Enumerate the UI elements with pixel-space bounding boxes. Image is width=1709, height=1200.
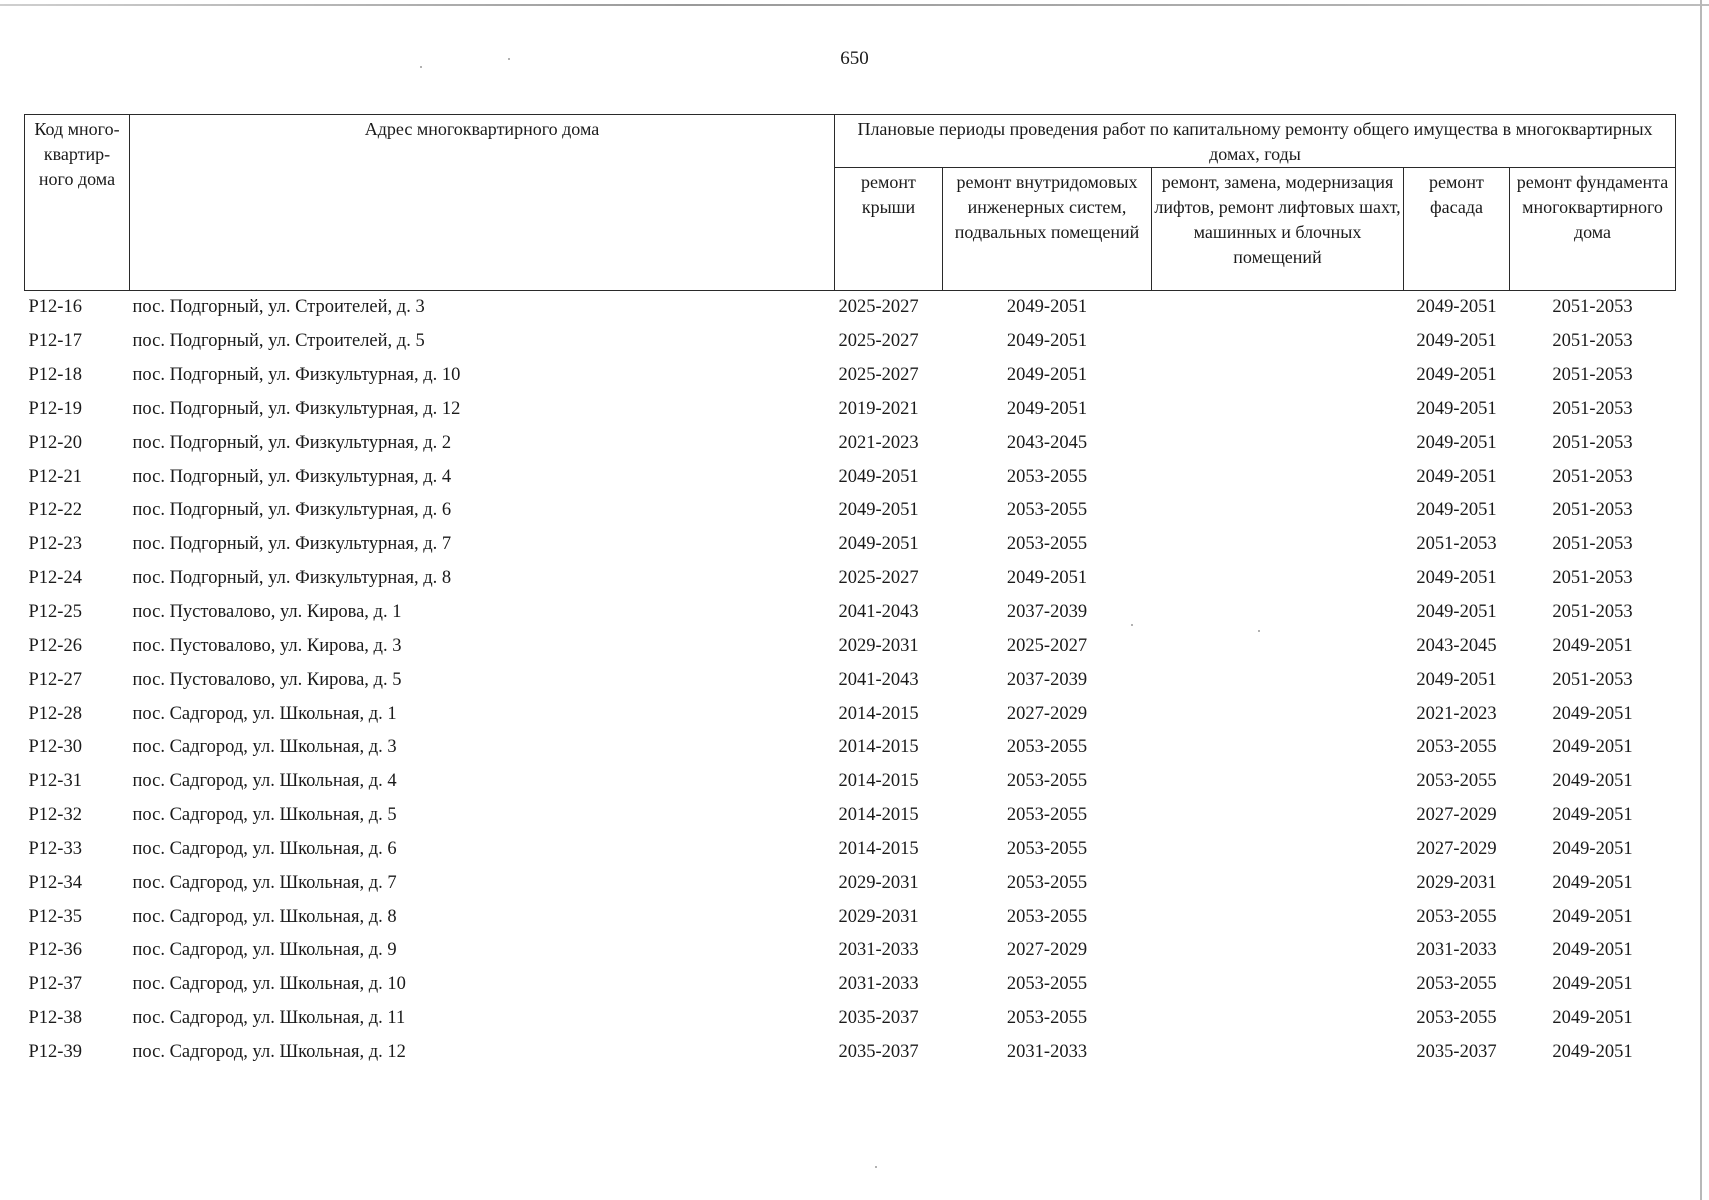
table-row — [25, 460, 1676, 494]
cell-facade: 2051-2053 — [1416, 534, 1497, 555]
cell-foundation: 2051-2053 — [1552, 432, 1633, 453]
cell-facade: 2035-2037 — [1416, 1041, 1497, 1062]
cell-roof: 2025-2027 — [838, 365, 919, 386]
cell-code: P12-25 — [28, 602, 82, 623]
cell-facade: 2029-2031 — [1416, 872, 1497, 893]
cell-facade: 2049-2051 — [1416, 500, 1497, 521]
cell-roof: 2019-2021 — [838, 398, 919, 419]
cell-address: пос. Садгород, ул. Школьная, д. 9 — [132, 940, 397, 961]
cell-facade: 2049-2051 — [1416, 365, 1497, 386]
table-row — [25, 968, 1676, 1002]
cell-address: пос. Пустовалово, ул. Кирова, д. 5 — [132, 669, 402, 690]
table-row — [25, 697, 1676, 731]
cell-code: P12-38 — [28, 1008, 82, 1029]
header-engineering: ремонт внутридомовых инженерных систем, подвальных помещений — [943, 168, 1152, 291]
cell-facade: 2043-2045 — [1416, 635, 1497, 656]
cell-lifts — [1152, 968, 1404, 1002]
cell-facade: 2049-2051 — [1416, 602, 1497, 623]
cell-code: P12-19 — [28, 398, 82, 419]
cell-roof: 2029-2031 — [838, 635, 919, 656]
cell-facade: 2027-2029 — [1416, 805, 1497, 826]
cell-lifts — [1152, 1036, 1404, 1070]
cell-code: P12-30 — [28, 737, 82, 758]
capital-repair-table — [24, 114, 1676, 1069]
table-header — [25, 115, 1676, 291]
cell-code: P12-28 — [28, 703, 82, 724]
cell-roof: 2041-2043 — [838, 669, 919, 690]
table-row — [25, 325, 1676, 359]
cell-engineering: 2053-2055 — [1006, 466, 1088, 487]
cell-address: пос. Подгорный, ул. Физкультурная, д. 10 — [132, 365, 461, 386]
cell-roof: 2031-2033 — [838, 974, 919, 995]
cell-lifts — [1152, 833, 1404, 867]
cell-lifts — [1152, 866, 1404, 900]
cell-roof: 2025-2027 — [838, 568, 919, 589]
cell-facade: 2049-2051 — [1416, 398, 1497, 419]
cell-roof: 2035-2037 — [838, 1041, 919, 1062]
scan-speck — [875, 1166, 877, 1168]
cell-facade: 2049-2051 — [1416, 568, 1497, 589]
cell-foundation: 2049-2051 — [1552, 940, 1633, 961]
cell-lifts — [1152, 934, 1404, 968]
cell-engineering: 2053-2055 — [1006, 805, 1088, 826]
cell-code: P12-22 — [28, 500, 82, 521]
cell-code: P12-39 — [28, 1041, 82, 1062]
table-row — [25, 799, 1676, 833]
scan-speck — [1258, 630, 1260, 632]
cell-engineering: 2037-2039 — [1006, 602, 1088, 623]
cell-roof: 2025-2027 — [838, 297, 919, 318]
header-foundation: ремонт фундамента многоквартирного дома — [1510, 168, 1676, 291]
header-lifts: ремонт, замена, модернизация лифтов, ремонт лифтовых шахт, машинных и блочных помещений — [1152, 168, 1404, 291]
scan-speck — [420, 66, 422, 68]
table-row — [25, 663, 1676, 697]
cell-code: P12-31 — [28, 771, 82, 792]
cell-engineering: 2053-2055 — [1006, 906, 1088, 927]
cell-engineering: 2053-2055 — [1006, 872, 1088, 893]
cell-address: пос. Садгород, ул. Школьная, д. 8 — [132, 906, 397, 927]
cell-roof: 2041-2043 — [838, 602, 919, 623]
cell-facade: 2053-2055 — [1416, 771, 1497, 792]
cell-lifts — [1152, 799, 1404, 833]
cell-code: P12-37 — [28, 974, 82, 995]
cell-code: P12-32 — [28, 805, 82, 826]
cell-facade: 2049-2051 — [1416, 331, 1497, 352]
cell-foundation: 2051-2053 — [1552, 365, 1633, 386]
cell-address: пос. Садгород, ул. Школьная, д. 4 — [132, 771, 397, 792]
cell-roof: 2025-2027 — [838, 331, 919, 352]
cell-code: P12-20 — [28, 432, 82, 453]
cell-engineering: 2053-2055 — [1006, 500, 1088, 521]
cell-address: пос. Садгород, ул. Школьная, д. 7 — [132, 872, 397, 893]
cell-roof: 2014-2015 — [838, 737, 919, 758]
cell-address: пос. Пустовалово, ул. Кирова, д. 3 — [132, 635, 402, 656]
cell-address: пос. Подгорный, ул. Строителей, д. 5 — [132, 331, 425, 352]
cell-engineering: 2053-2055 — [1006, 771, 1088, 792]
table-row — [25, 934, 1676, 968]
cell-code: P12-34 — [28, 872, 82, 893]
cell-code: P12-23 — [28, 534, 82, 555]
cell-engineering: 2043-2045 — [1006, 432, 1088, 453]
cell-address: пос. Подгорный, ул. Физкультурная, д. 4 — [132, 466, 452, 487]
cell-roof: 2014-2015 — [838, 771, 919, 792]
cell-foundation: 2049-2051 — [1552, 906, 1633, 927]
cell-address: пос. Подгорный, ул. Физкультурная, д. 7 — [132, 534, 452, 555]
cell-address: пос. Подгорный, ул. Строителей, д. 3 — [132, 297, 425, 318]
cell-roof: 2049-2051 — [838, 534, 919, 555]
header-periods-group: Плановые периоды проведения работ по капитальному ремонту общего имущества в многоквартирных домах, годы — [835, 115, 1676, 168]
cell-foundation: 2051-2053 — [1552, 602, 1633, 623]
cell-engineering: 2049-2051 — [1006, 331, 1088, 352]
cell-facade: 2053-2055 — [1416, 737, 1497, 758]
cell-code: P12-36 — [28, 940, 82, 961]
cell-lifts — [1152, 629, 1404, 663]
cell-foundation: 2049-2051 — [1552, 974, 1633, 995]
table-row — [25, 1002, 1676, 1036]
cell-lifts — [1152, 460, 1404, 494]
cell-code: P12-33 — [28, 838, 82, 859]
cell-facade: 2049-2051 — [1416, 432, 1497, 453]
cell-engineering: 2031-2033 — [1006, 1041, 1088, 1062]
cell-lifts — [1152, 393, 1404, 427]
table-row — [25, 833, 1676, 867]
cell-address: пос. Подгорный, ул. Физкультурная, д. 2 — [132, 432, 452, 453]
cell-engineering: 2049-2051 — [1006, 398, 1088, 419]
cell-facade: 2027-2029 — [1416, 838, 1497, 859]
cell-facade: 2049-2051 — [1416, 466, 1497, 487]
cell-roof: 2014-2015 — [838, 838, 919, 859]
cell-code: P12-27 — [28, 669, 82, 690]
cell-lifts — [1152, 291, 1404, 325]
cell-lifts — [1152, 1002, 1404, 1036]
header-facade: ремонт фасада — [1404, 168, 1510, 291]
cell-facade: 2049-2051 — [1416, 669, 1497, 690]
cell-facade: 2021-2023 — [1416, 703, 1497, 724]
cell-foundation: 2051-2053 — [1552, 331, 1633, 352]
cell-roof: 2021-2023 — [838, 432, 919, 453]
cell-engineering: 2053-2055 — [1006, 838, 1088, 859]
table-row — [25, 528, 1676, 562]
scan-speck — [1131, 624, 1133, 626]
cell-address: пос. Садгород, ул. Школьная, д. 12 — [132, 1041, 406, 1062]
table-row — [25, 494, 1676, 528]
cell-foundation: 2049-2051 — [1552, 771, 1633, 792]
cell-foundation: 2049-2051 — [1552, 1008, 1633, 1029]
capital-repair-table-container — [24, 114, 1675, 1069]
cell-code: P12-16 — [28, 297, 82, 318]
cell-lifts — [1152, 765, 1404, 799]
cell-foundation: 2051-2053 — [1552, 466, 1633, 487]
cell-engineering: 2053-2055 — [1006, 534, 1088, 555]
cell-facade: 2031-2033 — [1416, 940, 1497, 961]
cell-foundation: 2051-2053 — [1552, 297, 1633, 318]
cell-engineering: 2025-2027 — [1006, 635, 1088, 656]
cell-lifts — [1152, 528, 1404, 562]
cell-roof: 2049-2051 — [838, 500, 919, 521]
cell-address: пос. Садгород, ул. Школьная, д. 11 — [132, 1008, 406, 1029]
cell-engineering: 2027-2029 — [1006, 940, 1088, 961]
cell-foundation: 2051-2053 — [1552, 398, 1633, 419]
cell-code: P12-26 — [28, 635, 82, 656]
table-row — [25, 629, 1676, 663]
table-row — [25, 359, 1676, 393]
cell-engineering: 2049-2051 — [1006, 297, 1088, 318]
page-number: 650 — [840, 48, 869, 69]
cell-facade: 2053-2055 — [1416, 906, 1497, 927]
cell-lifts — [1152, 426, 1404, 460]
cell-address: пос. Садгород, ул. Школьная, д. 3 — [132, 737, 397, 758]
scan-edge-right — [1700, 0, 1702, 1200]
cell-engineering: 2027-2029 — [1006, 703, 1088, 724]
cell-foundation: 2049-2051 — [1552, 635, 1633, 656]
table-row — [25, 291, 1676, 325]
cell-lifts — [1152, 325, 1404, 359]
cell-foundation: 2051-2053 — [1552, 669, 1633, 690]
cell-roof: 2029-2031 — [838, 906, 919, 927]
cell-address: пос. Садгород, ул. Школьная, д. 5 — [132, 805, 397, 826]
cell-address: пос. Пустовалово, ул. Кирова, д. 1 — [132, 602, 402, 623]
cell-foundation: 2049-2051 — [1552, 805, 1633, 826]
cell-lifts — [1152, 697, 1404, 731]
cell-engineering: 2049-2051 — [1006, 568, 1088, 589]
header-code: Код много-квартир-ного дома — [25, 115, 130, 291]
cell-address: пос. Подгорный, ул. Физкультурная, д. 8 — [132, 568, 452, 589]
header-address: Адрес многоквартирного дома — [130, 115, 835, 291]
cell-roof: 2035-2037 — [838, 1008, 919, 1029]
cell-roof: 2029-2031 — [838, 872, 919, 893]
cell-lifts — [1152, 900, 1404, 934]
cell-facade: 2053-2055 — [1416, 974, 1497, 995]
cell-code: P12-18 — [28, 365, 82, 386]
cell-address: пос. Садгород, ул. Школьная, д. 10 — [132, 974, 406, 995]
cell-foundation: 2049-2051 — [1552, 1041, 1633, 1062]
cell-code: P12-24 — [28, 568, 82, 589]
table-row — [25, 596, 1676, 630]
cell-roof: 2049-2051 — [838, 466, 919, 487]
cell-roof: 2014-2015 — [838, 703, 919, 724]
header-roof: ремонт крыши — [835, 168, 943, 291]
table-row — [25, 866, 1676, 900]
cell-lifts — [1152, 494, 1404, 528]
cell-engineering: 2053-2055 — [1006, 1008, 1088, 1029]
cell-engineering: 2053-2055 — [1006, 974, 1088, 995]
cell-code: P12-21 — [28, 466, 82, 487]
scan-edge-top — [0, 4, 1709, 6]
cell-lifts — [1152, 359, 1404, 393]
cell-address: пос. Садгород, ул. Школьная, д. 6 — [132, 838, 397, 859]
table-row — [25, 426, 1676, 460]
table-row — [25, 731, 1676, 765]
cell-engineering: 2037-2039 — [1006, 669, 1088, 690]
table-row — [25, 562, 1676, 596]
table-row — [25, 900, 1676, 934]
cell-engineering: 2049-2051 — [1006, 365, 1088, 386]
table-row — [25, 1036, 1676, 1070]
table-row — [25, 393, 1676, 427]
scan-speck — [508, 58, 510, 60]
cell-foundation: 2051-2053 — [1552, 534, 1633, 555]
cell-engineering: 2053-2055 — [1006, 737, 1088, 758]
cell-foundation: 2049-2051 — [1552, 838, 1633, 859]
cell-foundation: 2049-2051 — [1552, 737, 1633, 758]
cell-address: пос. Подгорный, ул. Физкультурная, д. 12 — [132, 398, 461, 419]
cell-roof: 2014-2015 — [838, 805, 919, 826]
cell-code: P12-17 — [28, 331, 82, 352]
cell-foundation: 2051-2053 — [1552, 568, 1633, 589]
cell-code: P12-35 — [28, 906, 82, 927]
cell-address: пос. Садгород, ул. Школьная, д. 1 — [132, 703, 397, 724]
cell-foundation: 2049-2051 — [1552, 872, 1633, 893]
cell-roof: 2031-2033 — [838, 940, 919, 961]
cell-lifts — [1152, 596, 1404, 630]
cell-facade: 2053-2055 — [1416, 1008, 1497, 1029]
cell-address: пос. Подгорный, ул. Физкультурная, д. 6 — [132, 500, 452, 521]
cell-lifts — [1152, 562, 1404, 596]
cell-facade: 2049-2051 — [1416, 297, 1497, 318]
table-body — [25, 291, 1676, 1070]
cell-lifts — [1152, 731, 1404, 765]
table-row — [25, 765, 1676, 799]
cell-foundation: 2051-2053 — [1552, 500, 1633, 521]
cell-foundation: 2049-2051 — [1552, 703, 1633, 724]
cell-lifts — [1152, 663, 1404, 697]
